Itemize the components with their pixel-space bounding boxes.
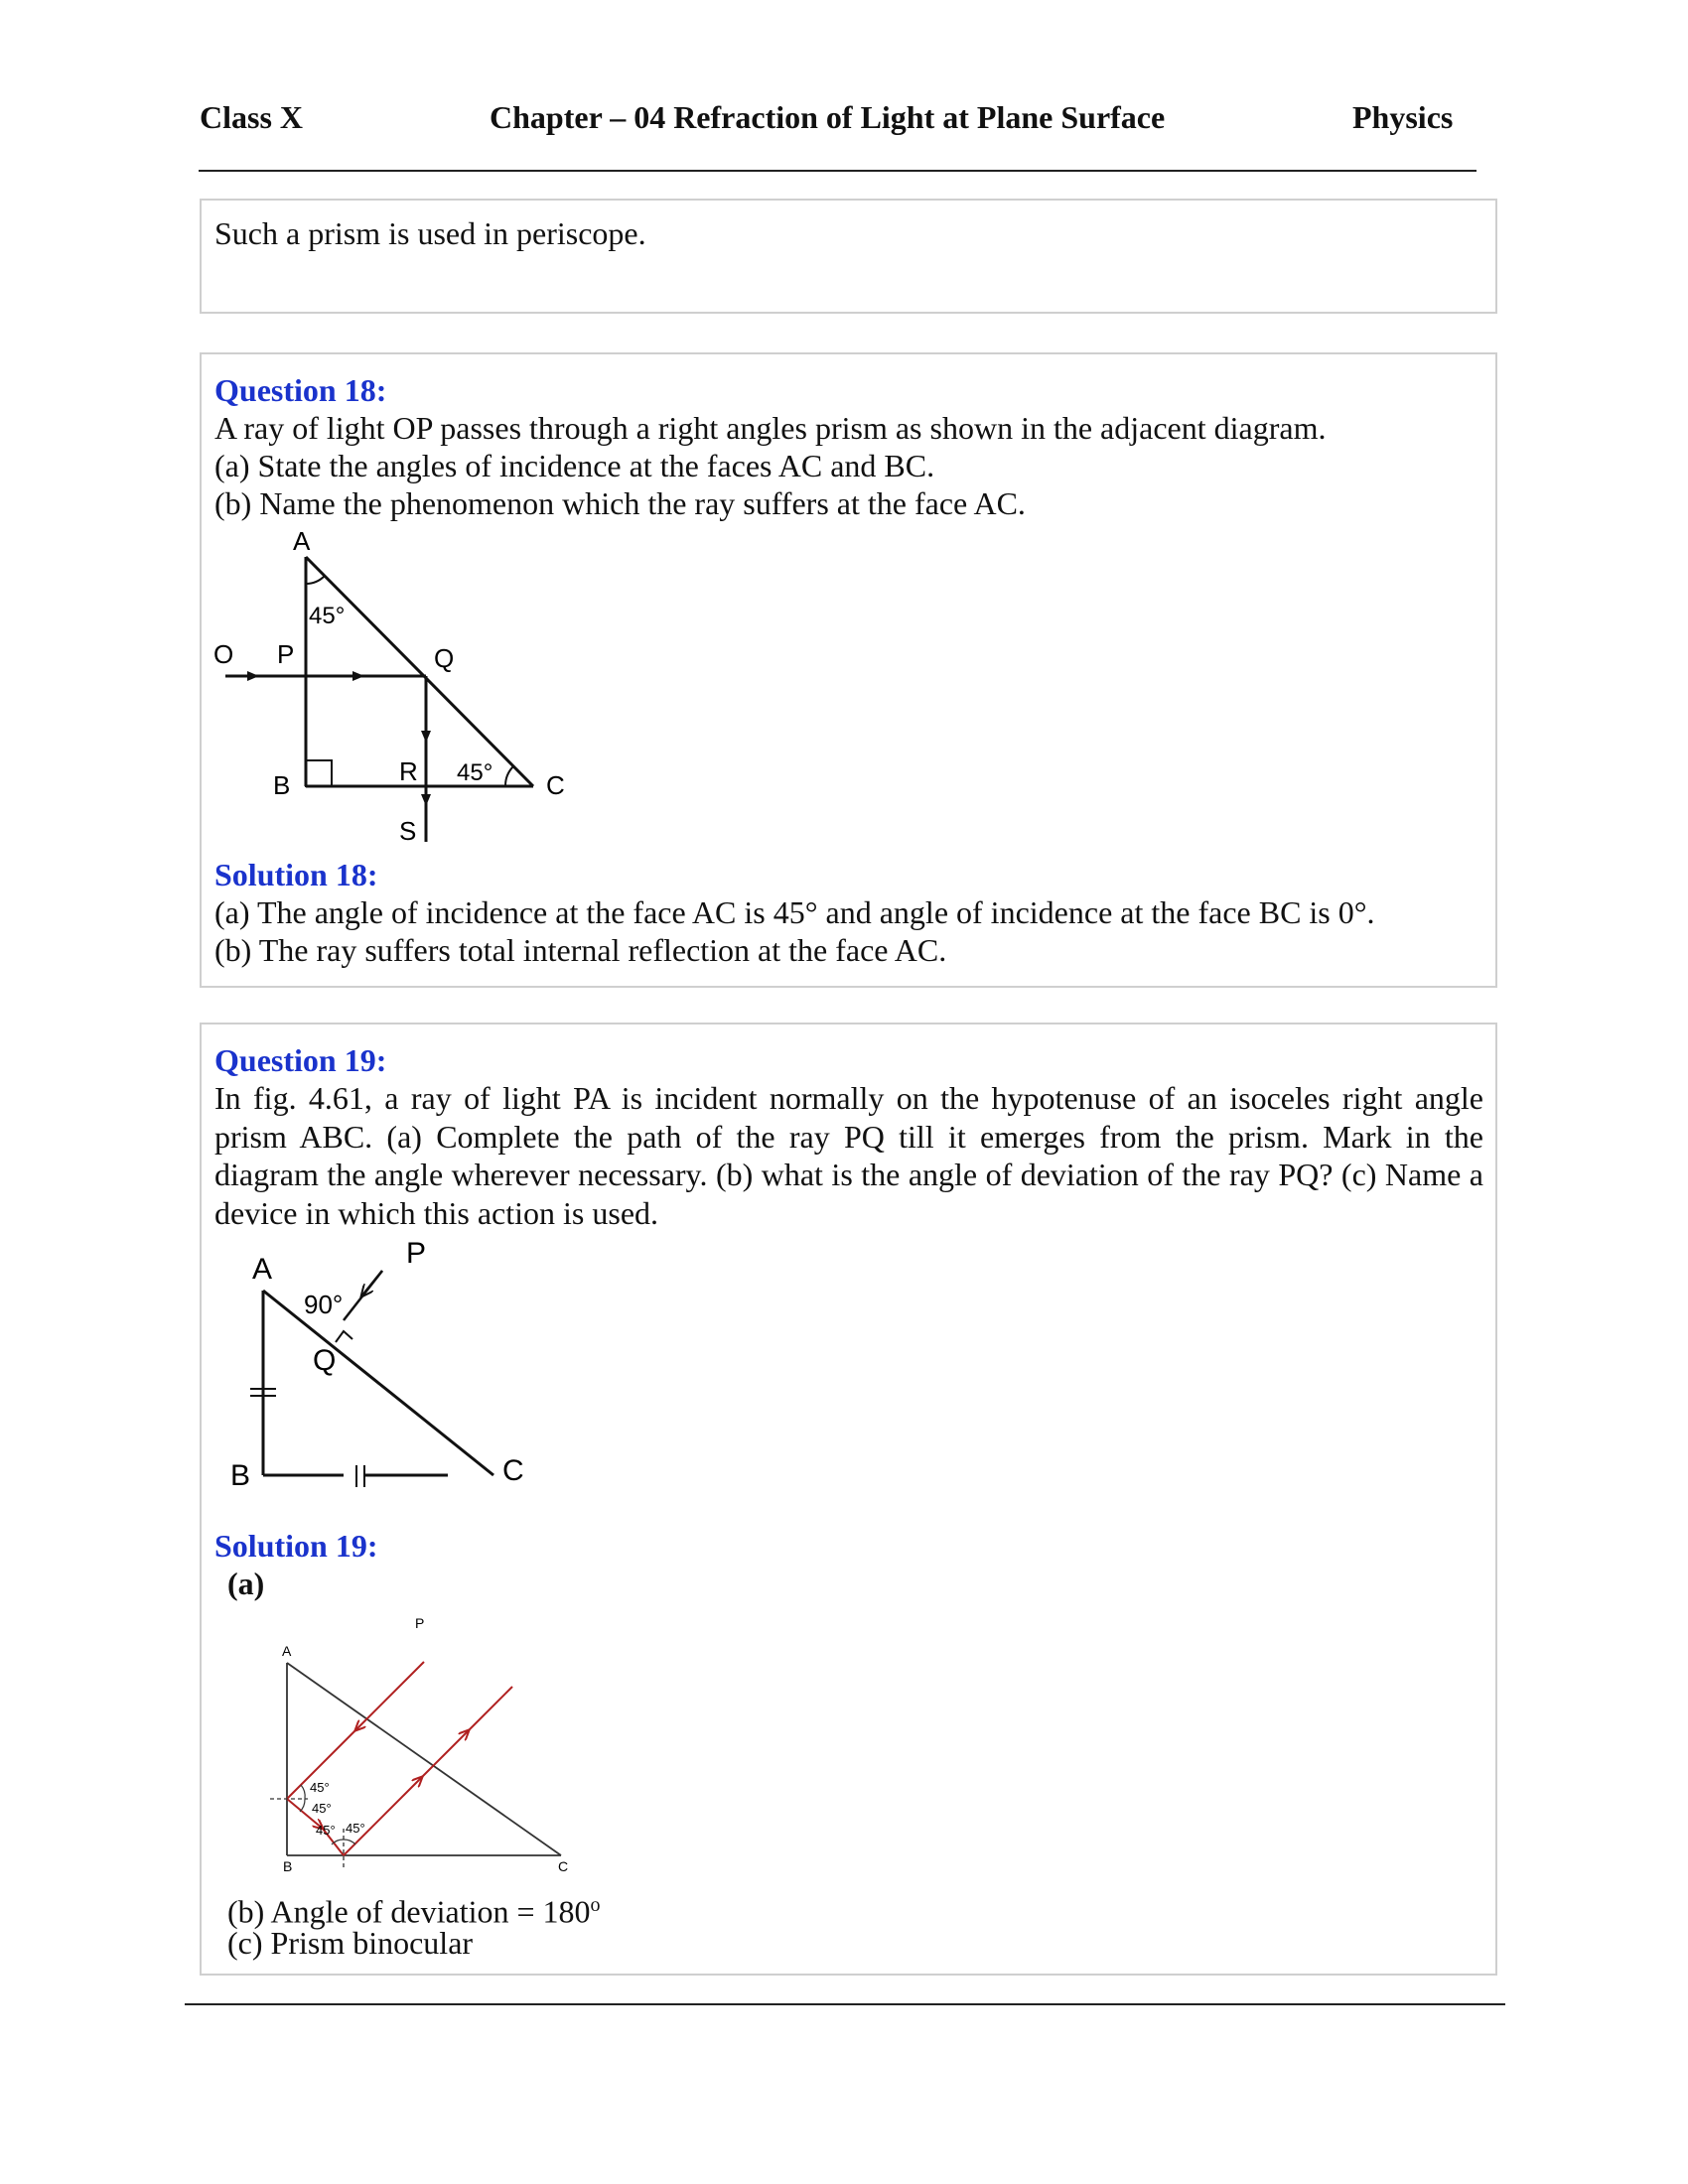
label-q: Q xyxy=(313,1344,337,1377)
answer-19-b-text: (b) Angle of deviation = 180 xyxy=(227,1893,591,1930)
angle-label-90: 90° xyxy=(304,1290,344,1319)
label-q: Q xyxy=(434,643,455,673)
prism-side-ac xyxy=(263,1291,493,1475)
angle-arc-1 xyxy=(301,1785,305,1799)
footer-rule xyxy=(185,2003,1505,2005)
label-r: R xyxy=(399,756,418,786)
prism-diagram-q18 xyxy=(213,524,591,852)
question-19-text: In fig. 4.61, a ray of light PA is incident normally on the hypotenuse of an isoceles right angle prism ABC. (a) Complete the path of the ray PQ till it emerges from the prism. Mark in the diagram the angle wherever necessary. (b) what is the angle of deviation of the ray PQ? (c) Name a device in which this action is used. xyxy=(214,1080,1483,1231)
question-18-line-1: A ray of light OP passes through a right angles prism as shown in the adjacent diagram. xyxy=(214,410,1327,446)
angle-label-1: 45° xyxy=(310,1780,330,1795)
solution-diagram-q19 xyxy=(268,1608,586,1871)
ray-incident xyxy=(355,1662,424,1730)
question-18-line-3: (b) Name the phenomenon which the ray suffers at the face AC. xyxy=(214,485,1026,521)
angle-arc-c xyxy=(505,766,513,786)
question-18-line-2: (a) State the angles of incidence at the faces AC and BC. xyxy=(214,448,935,483)
question-18-heading: Question 18: xyxy=(214,372,387,408)
solution-18-heading: Solution 18: xyxy=(214,857,378,892)
class-label: Class X xyxy=(200,99,304,135)
label-b: B xyxy=(230,1459,251,1492)
angle-label-4: 45° xyxy=(346,1821,365,1836)
header-rule xyxy=(199,170,1477,172)
angle-label-2: 45° xyxy=(312,1801,332,1816)
angle-arc-4 xyxy=(344,1840,355,1844)
question-19-heading: Question 19: xyxy=(214,1042,387,1078)
ray-emergent xyxy=(422,1730,469,1777)
label-c: C xyxy=(546,770,565,800)
solution-18-line-1: (a) The angle of incidence at the face AC is 45° and angle of incidence at the face BC is 0°. xyxy=(214,894,1375,930)
label-c: C xyxy=(558,1858,569,1871)
answer-19-b-degree: o xyxy=(590,1894,601,1916)
solution-18-line-2: (b) The ray suffers total internal reflection at the face AC. xyxy=(214,932,947,968)
label-b: B xyxy=(273,770,291,800)
right-angle-marker-q xyxy=(336,1331,352,1342)
chapter-title: Chapter – 04 Refraction of Light at Plane Surface xyxy=(490,99,1166,135)
subject-label: Physics xyxy=(1352,99,1454,135)
right-angle-marker xyxy=(306,760,332,786)
label-b: B xyxy=(283,1858,293,1871)
ray-emergent-2 xyxy=(469,1687,512,1730)
angle-label-3: 45° xyxy=(316,1823,336,1838)
angle-arc-a xyxy=(306,576,325,584)
label-c: C xyxy=(502,1454,524,1487)
label-a: A xyxy=(282,1643,292,1659)
answer-19-c: (c) Prism binocular xyxy=(227,1925,474,1961)
label-a: A xyxy=(252,1253,273,1286)
label-s: S xyxy=(399,816,417,846)
label-o: O xyxy=(213,639,234,669)
prism-diagram-q19 xyxy=(224,1241,552,1494)
angle-label-c: 45° xyxy=(457,759,493,786)
label-a: A xyxy=(293,526,311,556)
prior-answer-text: Such a prism is used in periscope. xyxy=(214,215,646,251)
label-p: P xyxy=(406,1241,427,1270)
solution-19-part-a: (a) xyxy=(227,1566,265,1601)
solution-19-heading: Solution 19: xyxy=(214,1528,378,1564)
angle-label-a: 45° xyxy=(309,603,346,629)
prism-side-ac xyxy=(306,557,533,786)
label-p: P xyxy=(415,1615,425,1631)
ray-pq-arrow xyxy=(361,1271,382,1297)
label-p: P xyxy=(277,639,295,669)
